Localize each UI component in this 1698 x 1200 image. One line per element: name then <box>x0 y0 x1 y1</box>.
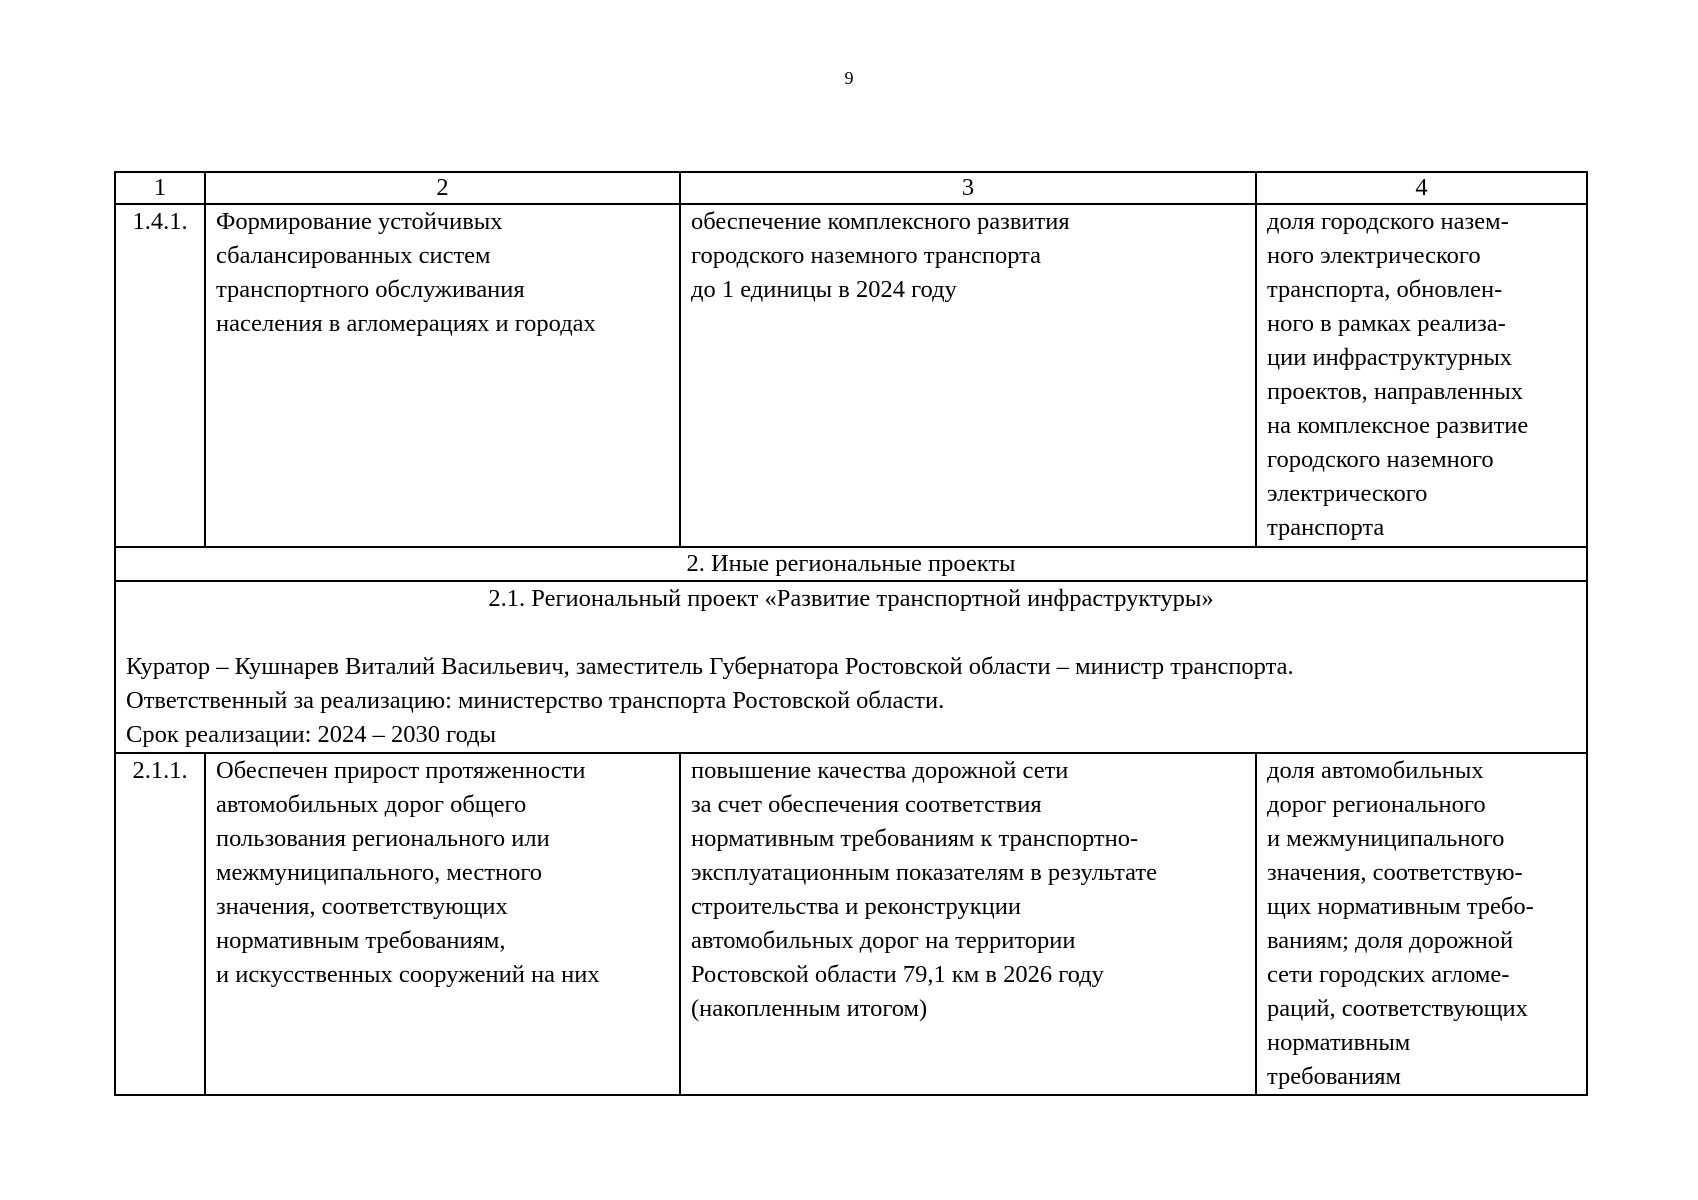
section-heading: 2. Иные региональные проекты <box>115 547 1587 581</box>
indicator-cell: доля автомобильных дорог регионального и межмуниципального значения, соответствую- щих нормативным требо- ваниям; доля дорожной сети городских агломе- раций, соответствующих нормативным требованиям <box>1256 753 1587 1095</box>
column-header-4: 4 <box>1256 172 1587 204</box>
task-cell: Обеспечен прирост протяженности автомобильных дорог общего пользования регионального или межмуниципального, местного значения, соответствующих нормативным требованиям, и искусственных сооружений на них <box>205 753 680 1095</box>
project-info-cell <box>115 581 1587 753</box>
table-row <box>115 204 1587 547</box>
document-table <box>114 171 1588 1096</box>
column-header-1: 1 <box>115 172 205 204</box>
column-header-3: 3 <box>680 172 1256 204</box>
row-number: 1.4.1. <box>115 204 205 547</box>
project-curator: Куратор – Кушнарев Виталий Васильевич, заместитель Губернатора Ростовской области – министр транспорта. <box>126 653 1294 680</box>
column-header-2: 2 <box>205 172 680 204</box>
column-number-row <box>115 172 1587 204</box>
project-responsible: Ответственный за реализацию: министерство транспорта Ростовской области. <box>126 687 945 714</box>
effect-cell: повышение качества дорожной сети за счет обеспечения соответствия нормативным требованиям к транспортно- эксплуатационным показателям в результате строительства и реконструкции автомобильных дорог на территории Ростовской области 79,1 км в 2026 году (накопленным итогом) <box>680 753 1256 1095</box>
project-term: Срок реализации: 2024 – 2030 годы <box>126 721 497 748</box>
spacer <box>126 616 1576 650</box>
row-number: 2.1.1. <box>115 753 205 1095</box>
page-number: 9 <box>844 68 854 88</box>
project-title: 2.1. Региональный проект «Развитие транспортной инфраструктуры» <box>488 585 1214 612</box>
indicator-cell: доля городского назем- ного электрического транспорта, обновлен- ного в рамках реализа- ции инфраструктурных проектов, направленных на комплексное развитие городского наземного электрического транспорта <box>1256 204 1587 547</box>
project-row <box>115 581 1587 753</box>
section-row <box>115 547 1587 581</box>
effect-cell: обеспечение комплексного развития городского наземного транспорта до 1 единицы в 2024 году <box>680 204 1256 547</box>
table-row <box>115 753 1587 1095</box>
task-cell: Формирование устойчивых сбалансированных систем транспортного обслуживания населения в агломерациях и городах <box>205 204 680 547</box>
